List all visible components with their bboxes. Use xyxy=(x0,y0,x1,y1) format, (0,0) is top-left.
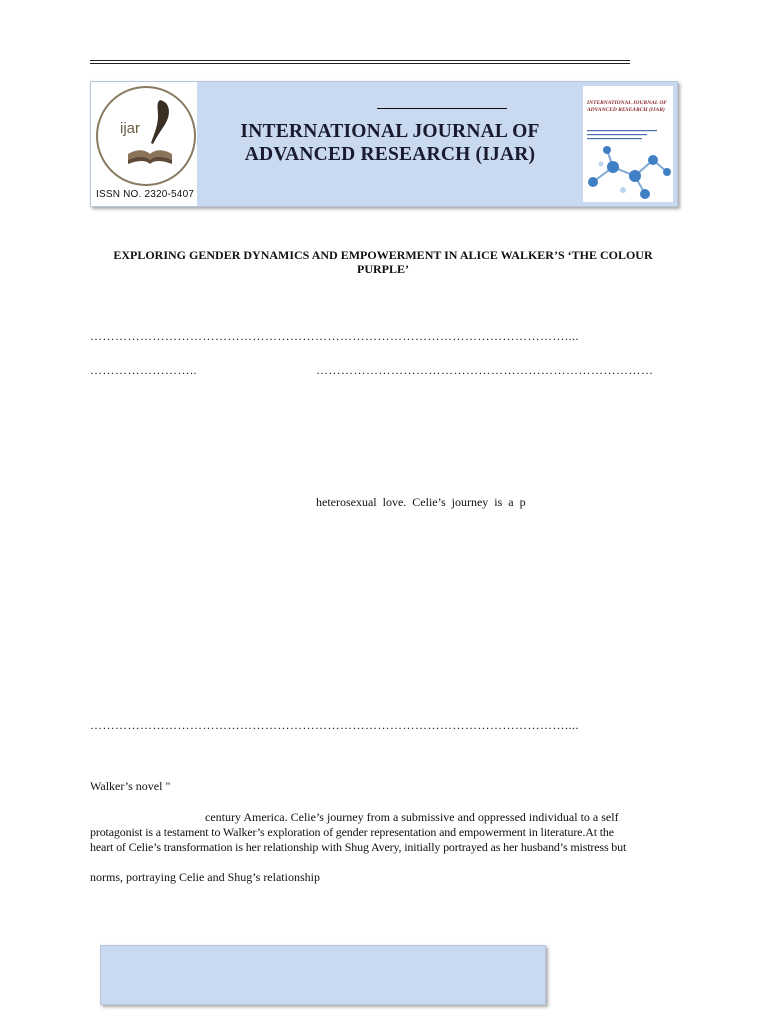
banner-underline xyxy=(377,108,507,109)
logo-text: ijar xyxy=(120,120,141,137)
body-line-2: century America. Celie’s journey from a submissive and oppressed individual to a self xyxy=(205,810,619,824)
journal-title xyxy=(201,120,579,166)
logo-panel xyxy=(91,82,197,206)
cover-title: INTERNATIONAL JOURNAL OF ADVANCED RESEARCH (IJAR) xyxy=(587,100,667,113)
separator-left-short: …………………….. xyxy=(90,363,197,377)
cover-fine-print-image xyxy=(587,128,671,142)
journal-logo xyxy=(96,86,196,186)
footer-shaded-box xyxy=(100,945,546,1005)
quill-book-icon xyxy=(98,88,194,184)
body-line-1: Walker’s novel " xyxy=(90,779,171,793)
abstract-fragment: heterosexual love. Celie’s journey is a p xyxy=(316,495,526,509)
journal-banner xyxy=(90,81,678,207)
issn-number: ISSN NO. 2320-5407 xyxy=(96,189,195,200)
body-line-3: protagonist is a testament to Walker’s exploration of gender representation and empowerment in literature.At the xyxy=(90,825,614,839)
body-line-4: heart of Celie’s transformation is her relationship with Shug Avery, initially portrayed as her husband’s mistress but xyxy=(90,840,627,854)
molecule-image xyxy=(583,142,673,202)
journal-title-line-2: ADVANCED RESEARCH (IJAR) xyxy=(244,144,536,165)
separator-line-bottom: …………………………………………………………………………………………………….... xyxy=(90,718,579,732)
journal-title-line-1: INTERNATIONAL JOURNAL OF xyxy=(240,121,540,142)
header-double-rule xyxy=(90,60,630,64)
separator-line-top: …………………………………………………………………………………………………….... xyxy=(90,329,579,343)
separator-right-long: ……………………………………………………………………… xyxy=(316,363,654,377)
journal-cover-thumbnail xyxy=(583,86,673,202)
article-title: EXPLORING GENDER DYNAMICS AND EMPOWERMENT IN ALICE WALKER’S ‘THE COLOUR PURPLE’ xyxy=(113,248,653,276)
body-line-5: norms, portraying Celie and Shug’s relationship xyxy=(90,870,320,884)
